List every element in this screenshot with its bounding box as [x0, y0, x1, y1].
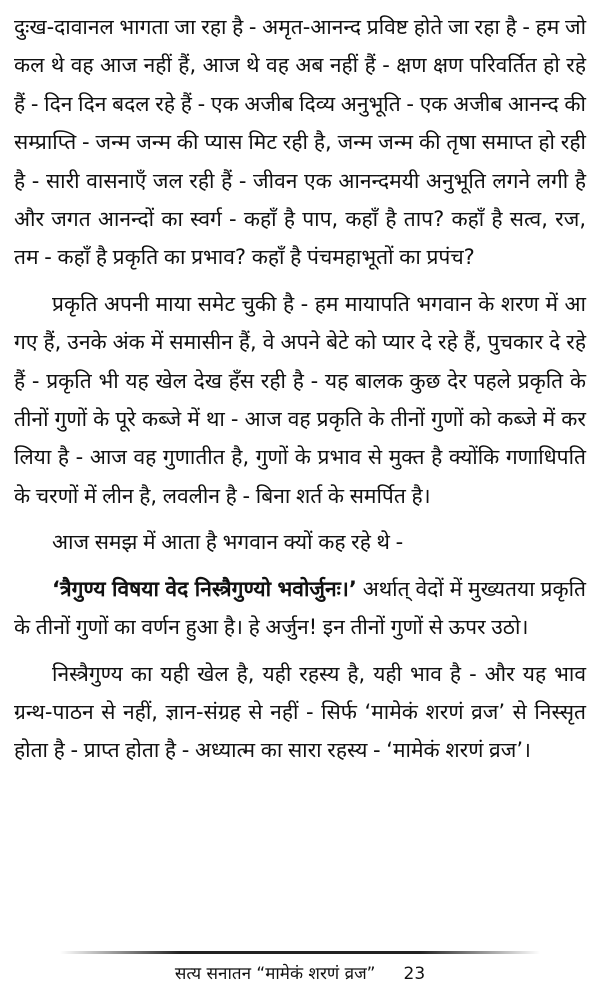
paragraph-3: आज समझ में आता है भगवान क्यों कह रहे थे -: [52, 530, 404, 555]
footer-divider: [60, 951, 540, 954]
paragraph-2: प्रकृति अपनी माया समेट चुकी है - हम मायापति भगवान के शरण में आ गए हैं, उनके अंक में समासीन हैं, वे अपने बेटे को प्यार दे रहे हैं, पुचकार दे रहे हैं - प्रकृति भी यह खेल देख हँस रही है - यह बालक कुछ देर पहले प्रकृति के तीनों गुणों के पूरे कब्जे में था - आज वह प्रकृति के तीनों गुणों को कब्जे में कर लिया है - आज वह गुणातीत है, गुणों के प्रभाव से मुक्त है क्योंकि गणाधिपति के चरणों में लीन है, लवलीन है - बिना शर्त के समर्पित है।: [14, 291, 586, 508]
gita-quote-explanation: अर्थात् वेदों में मुख्यतया प्रकृति के तीनों गुणों का वर्णन हुआ है। हे अर्जुन! इन तीनों गुणों से ऊपर उठो।: [14, 576, 586, 640]
footer-title: सत्य सनातन “मामेकं शरणं व्रज”: [174, 964, 376, 984]
gita-quote: ‘त्रैगुण्य विषया वेद निस्त्रैगुण्यो भवोर्जुनः।’: [52, 576, 357, 601]
page-footer: [0, 962, 600, 986]
page-body: [14, 8, 586, 948]
page-number: 23: [403, 964, 426, 984]
paragraph-1: दुःख-दावानल भागता जा रहा है - अमृत-आनन्द प्रविष्ट होते जा रहा है - हम जो कल थे वह आज नहीं हैं, आज थे वह अब नहीं हैं - क्षण क्षण परिवर्तित हो रहे हैं - दिन दिन बदल रहे हैं - एक अजीब दिव्य अनुभूति - एक अजीब आनन्द की सम्प्राप्ति - जन्म जन्म की प्यास मिट रही है, जन्म जन्म की तृषा समाप्त हो रही है - सारी वासनाएँ जल रही हैं - जीवन एक आनन्दमयी अनुभूति लगने लगी है और जगत आनन्दों का स्वर्ग - कहाँ है पाप, कहाँ है ताप? कहाँ है सत्व, रज, तम - कहाँ है प्रकृति का प्रभाव? कहाँ है पंचमहाभूतों का प्रपंच?: [14, 15, 587, 270]
paragraph-4: [14, 570, 586, 647]
paragraph-5: निस्त्रैगुण्य का यही खेल है, यही रहस्य है, यही भाव है - और यह भाव ग्रन्थ-पाठन से नहीं, ज्ञान-संग्रह से नहीं - सिर्फ ‘मामेकं शरणं व्रज’ से निस्सृत होता है - प्राप्त होता है - अध्यात्म का सारा रहस्य - ‘मामेकं शरणं व्रज’।: [14, 661, 586, 763]
